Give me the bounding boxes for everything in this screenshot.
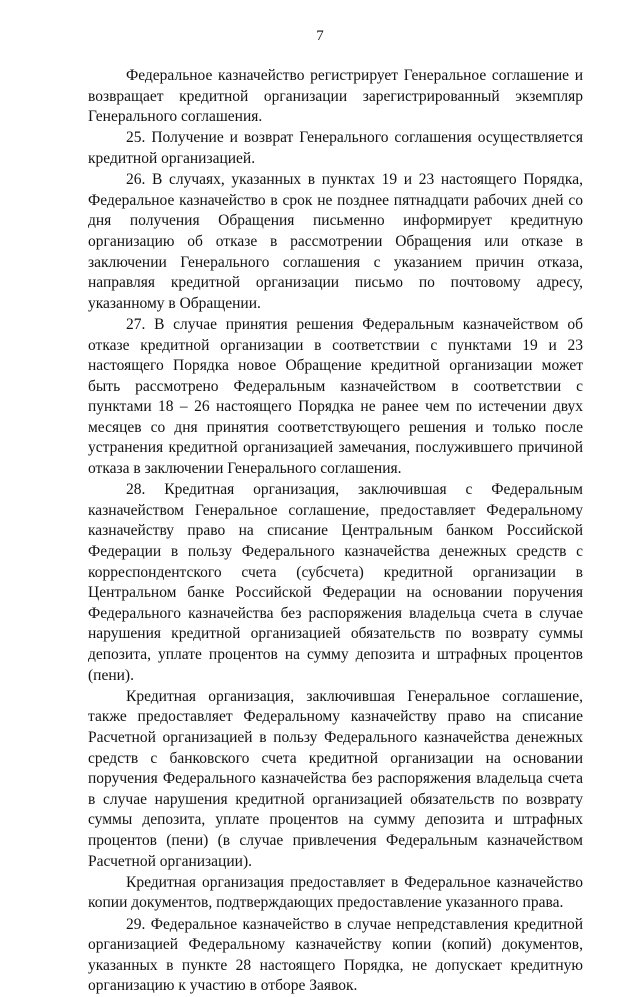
document-body xyxy=(88,66,583,997)
paragraph-28: 28. Кредитная организация, заключившая с Федеральным казначейством Генеральное соглашение, предоставляет Федеральному казначейству право на списание Центральным банком Российской Федерации в пользу Федерального казначейства денежных средств с корреспондентского счета (субсчета) кредитной организации в Центральном банке Российской Федерации на основании поручения Федерального казначейства без распоряжения владельца счета в случае нарушения кредитной организацией обязательств по возврату суммы депозита, уплате процентов на сумму депозита и штрафных процентов (пени). xyxy=(88,481,583,684)
paragraph-28-copies: Кредитная организация предоставляет в Федеральное казначейство копии документов, подтверждающих предоставление указанного права. xyxy=(88,873,583,912)
paragraph-29: 29. Федеральное казначейство в случае непредставления кредитной организацией Федеральному казначейству копии (копий) документов, указанных в пункте 28 настоящего Порядка, не допускает кредитную организацию к участию в отборе Заявок. xyxy=(88,915,583,995)
paragraph-26: 26. В случаях, указанных в пунктах 19 и 23 настоящего Порядка, Федеральное казначейство в срок не позднее пятнадцати рабочих дней со дня получения Обращения письменно информирует кредитную организацию об отказе в рассмотрении Обращения или отказе в заключении Генерального соглашения с указанием причин отказа, направляя кредитной организации письмо по почтовому адресу, указанному в Обращении. xyxy=(88,171,583,312)
paragraph-28-settlement: Кредитная организация, заключившая Генеральное соглашение, также предоставляет Федеральному казначейству право на списание Расчетной организацией в пользу Федерального казначейства денежных средств с банковского счета кредитной организации на основании поручения Федерального казначейства без распоряжения владельца счета в случае нарушения кредитной организацией обязательств по возврату суммы депозита, уплате процентов на сумму депозита и штрафных процентов (пени) (в случае привлечения Федеральным казначейством Расчетной организации). xyxy=(88,687,583,870)
paragraph-27: 27. В случае принятия решения Федеральным казначейством об отказе кредитной организации в соответствии с пунктами 19 и 23 настоящего Порядка новое Обращение кредитной организации может быть рассмотрено Федеральным казначейством в соответствии с пунктами 18 – 26 настоящего Порядка не ранее чем по истечении двух месяцев со дня принятия соответствующего решения и только после устранения кредитной организацией замечания, послужившего причиной отказа в заключении Генерального соглашения. xyxy=(88,315,583,478)
page-number: 7 xyxy=(316,28,324,44)
paragraph-25: 25. Получение и возврат Генерального соглашения осуществляется кредитной организацией. xyxy=(88,129,583,167)
paragraph-registration: Федеральное казначейство регистрирует Генеральное соглашение и возвращает кредитной организации зарегистрированный экземпляр Генерального соглашения. xyxy=(88,67,583,126)
